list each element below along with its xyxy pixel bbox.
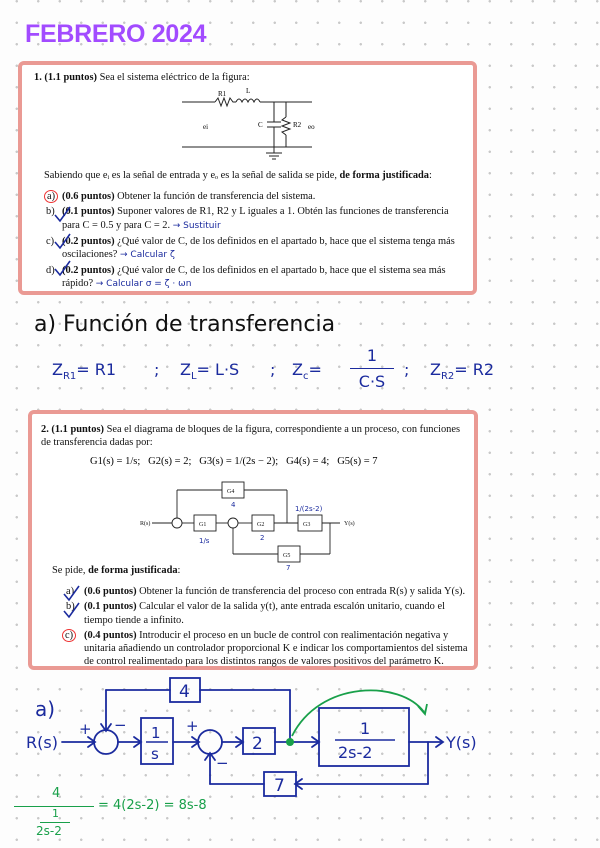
check-marks-1 [42, 195, 82, 295]
request-colon: : [177, 565, 181, 576]
statement-colon: : [429, 170, 432, 181]
calc-mid-num: 1 [52, 807, 59, 820]
problem-2-card [28, 410, 478, 670]
circuit-label-c: C [258, 121, 263, 129]
problem-1-statement [44, 169, 466, 182]
item-d-letter: d) [46, 265, 55, 277]
bd-pen-1s: 1/s [199, 537, 210, 545]
hd-label-r: R(s) [26, 733, 58, 752]
item-c-letter: c) [46, 235, 55, 247]
item-b-points: (0.1 puntos) [62, 206, 115, 218]
bd-pen-7: 7 [286, 564, 291, 572]
request-text: Se pide, [52, 565, 89, 576]
problem-2-points: (1.1 puntos) [51, 424, 104, 435]
notes-1-equations [52, 346, 592, 402]
tf-g1: G1(s) = 1/s; [90, 456, 141, 467]
zl-sub: L [190, 371, 197, 383]
item-a-points: (0.6 puntos) [62, 191, 115, 203]
bd-g2: G2 [257, 522, 265, 528]
zr2-value: = R2 [454, 360, 495, 379]
zc-eq: = [308, 360, 322, 379]
tf-g5: G5(s) = 7 [337, 456, 378, 467]
zr2-symbol: Z [430, 360, 441, 379]
item-c-note: → Calcular ζ [120, 250, 175, 261]
calc-sub-bar [40, 822, 70, 823]
problem-1-item-d [46, 264, 466, 291]
p2-item-a-text: Obtener la función de transferencia del proceso con entrada R(s) y salida Y(s). [139, 586, 466, 598]
problem-2-request [52, 564, 472, 577]
circuit-label-r1: R1 [218, 90, 227, 98]
zr1-symbol: Z [52, 360, 63, 379]
zc-fraction-bar [350, 368, 394, 369]
zl-symbol: Z [180, 360, 191, 379]
zc-numerator: 1 [366, 346, 378, 365]
hd-block-2: 2 [252, 734, 263, 754]
zc-sub: c [302, 371, 309, 383]
item-d-points: (0.2 puntos) [62, 265, 115, 277]
problem-1-number: 1. [34, 72, 42, 83]
sep-2: ; [270, 360, 276, 379]
item-b-text: Suponer valores de R1, R2 y L iguales a 1. Obtén las funciones de transferencia para C = 0.5 y para C = 2. [62, 206, 449, 231]
request-bold: de forma justificada [88, 565, 178, 576]
item-c-text: ¿Qué valor de C, de los definidos en el apartado b, hace que el sistema tenga más oscilaciones? [62, 235, 455, 261]
zr2-sub: R2 [440, 371, 455, 383]
tf-g2: G2(s) = 2; [148, 456, 192, 467]
circuit-label-ei: ei [203, 123, 209, 131]
p2-item-b-points: (0.1 puntos) [84, 601, 137, 613]
bd-g3: G3 [303, 522, 311, 528]
hd-plus-2: + [186, 717, 199, 735]
problem-1-item-c [46, 235, 466, 262]
zl-value: = L·S [196, 360, 240, 379]
page-title: FEBRERO 2024 [25, 20, 207, 48]
p2-item-c-letter: c) [62, 629, 76, 642]
circuit-label-eo: eo [308, 123, 315, 131]
bd-g4: G4 [227, 489, 235, 495]
problem-1-item-a [46, 190, 466, 203]
bd-label-r: R(s) [140, 521, 151, 527]
bd-g1: G1 [199, 522, 207, 528]
hd-block-1-num: 1 [151, 724, 161, 742]
hd-block-3-num: 1 [360, 719, 371, 738]
hd-label-y: Y(s) [446, 733, 477, 752]
zc-symbol: Z [292, 360, 303, 379]
hd-minus-1: − [114, 716, 127, 734]
bd-pen-4: 4 [231, 501, 236, 509]
problem-2-body [52, 564, 472, 668]
calc-result: = 4(2s-2) = 8s-8 [98, 798, 207, 813]
problem-2-item-c [52, 629, 472, 669]
problem-1-points: (1.1 puntos) [44, 72, 97, 83]
problem-1-card [18, 61, 477, 295]
circuit-label-l: L [246, 87, 251, 95]
problem-2-number: 2. [41, 424, 49, 435]
item-b-letter: b) [46, 206, 55, 218]
check-marks-2 [60, 582, 100, 632]
problem-1-body [46, 169, 466, 292]
problem-2-intro-text: Sea el diagrama de bloques de la figura, correspondiente a un proceso, con funciones de transferencia dadas por: [41, 424, 461, 449]
item-a-letter: a) [44, 190, 58, 203]
p2-item-c-points: (0.4 puntos) [84, 629, 137, 641]
bd-pen-2: 2 [260, 534, 265, 542]
zr1-value: = R1 [76, 360, 117, 379]
notes-1-heading: a) Función de transferencia [34, 312, 336, 337]
transfer-functions [90, 456, 378, 467]
problem-2-item-b [52, 600, 472, 626]
statement-text: Sabiendo que eᵢ es la señal de entrada y eₒ es la señal de salida se pide, [44, 170, 340, 181]
problem-2-item-a [52, 585, 472, 598]
p2-item-c-text: Introducir el proceso en un bucle de control con realimentación negativa y unitaria añadiendo un controlador proporcional K e indicar los comportamientos del sistema de control realimentado para los distintos rangos de valores positivos del parámetro K. [84, 629, 468, 668]
pickoff-point [286, 738, 294, 746]
problem-1-item-b [46, 205, 466, 232]
hd-block-4: 4 [179, 682, 190, 702]
problem-2-intro [41, 423, 471, 449]
calc-den: 2s-2 [36, 824, 62, 838]
tf-g3: G3(s) = 1/(2s − 2); [199, 456, 279, 467]
zr1-sub: R1 [62, 371, 77, 383]
block-diagram-printed [32, 474, 482, 574]
item-c-points: (0.2 puntos) [62, 235, 115, 247]
hd-block-1-den: s [151, 745, 159, 763]
circuit-label-r2: R2 [293, 121, 302, 129]
p2-item-a-points: (0.6 puntos) [84, 586, 137, 598]
item-d-note: → Calcular σ = ζ · ωn [95, 279, 192, 290]
bd-label-y: Y(s) [344, 521, 355, 527]
green-move-arrow [292, 690, 424, 736]
green-calculation [14, 786, 314, 846]
notes-2-label: a) [35, 697, 56, 721]
hd-plus-1: + [79, 720, 92, 738]
bd-pen-3: 1/(2s-2) [295, 505, 323, 513]
hd-block-3-den: 2s-2 [338, 743, 373, 762]
hd-minus-2: − [216, 754, 229, 772]
bd-g5: G5 [283, 553, 291, 559]
item-b-note: → Sustituir [172, 220, 221, 231]
tf-g4: G4(s) = 4; [286, 456, 330, 467]
problem-1-intro-text: Sea el sistema eléctrico de la figura: [99, 72, 250, 83]
p2-item-a-letter: a) [66, 586, 75, 598]
item-a-text: Obtener la función de transferencia del sistema. [117, 191, 316, 203]
statement-bold: de forma justificada [339, 170, 429, 181]
p2-item-b-letter: b) [66, 601, 75, 613]
p2-item-b-text: Calcular el valor de la salida y(t), ante entrada escalón unitario, cuando el tiempo tiende a infinito. [84, 601, 445, 626]
calc-numerator: 4 [52, 786, 61, 801]
sep-3: ; [404, 360, 410, 379]
zc-denominator: C·S [358, 372, 386, 391]
hd-block-7: 7 [274, 776, 285, 796]
item-d-text: ¿Qué valor de C, de los definidos en el apartado b, hace que el sistema sea más rápido? [62, 265, 446, 290]
sep-1: ; [154, 360, 160, 379]
